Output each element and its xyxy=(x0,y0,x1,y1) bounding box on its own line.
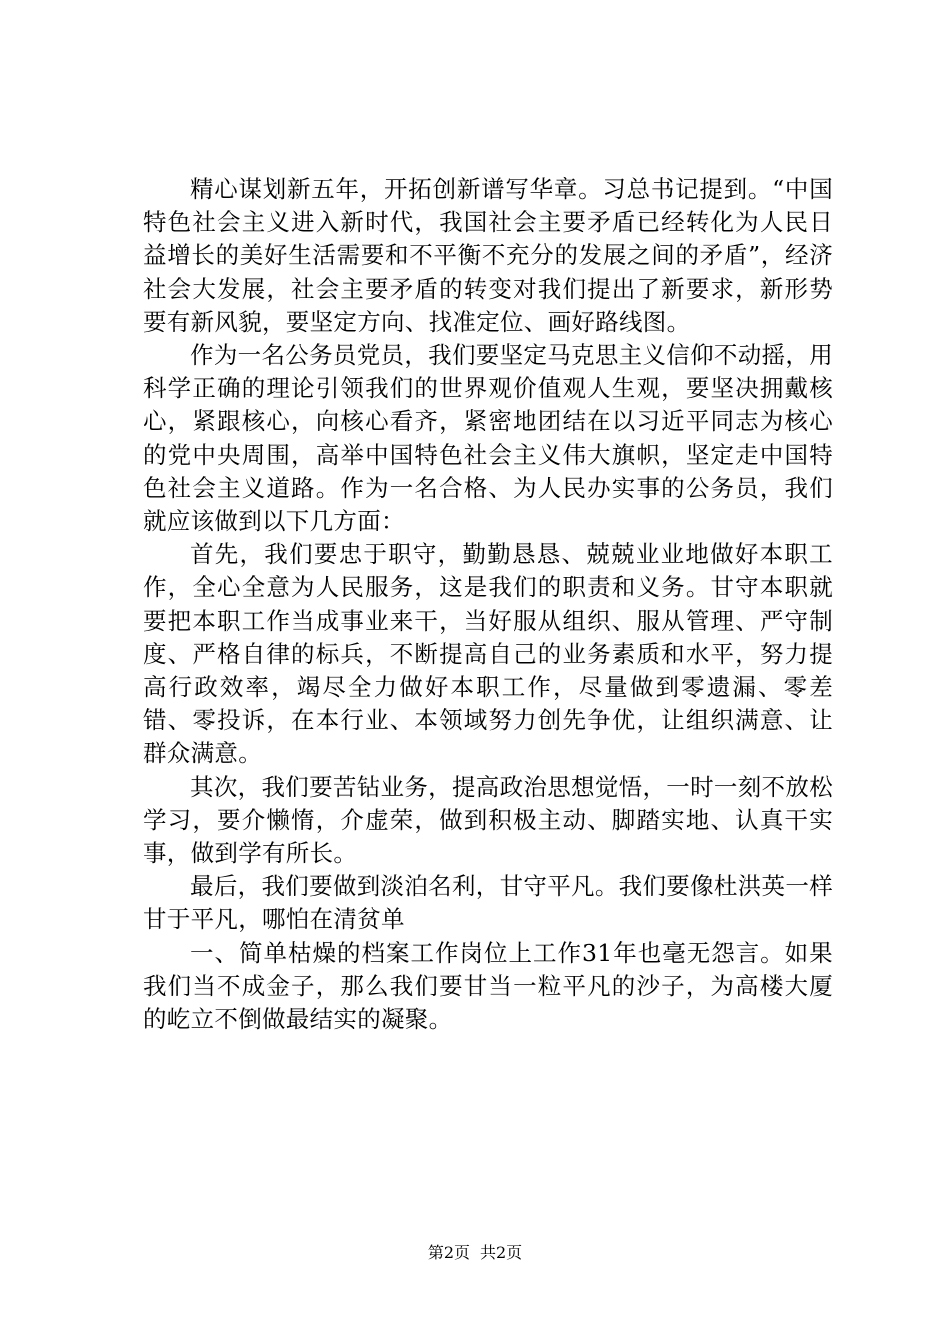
page-footer xyxy=(0,1243,950,1263)
paragraph-5: 最后，我们要做到淡泊名利，甘守平凡。我们要像杜洪英一样甘于平凡，哪怕在清贫单 xyxy=(143,872,833,934)
paragraph-1: 精心谋划新五年，开拓创新谱写华章。习总书记提到。“中国特色社会主义进入新时代，我国社会主要矛盾已经转化为人民日益增长的美好生活需要和不平衡不充分的发展之间的矛盾”，经济社会大发展，社会主要矛盾的转变对我们提出了新要求，新形势要有新风貌，要坚定方向、找准定位、画好路线图。 xyxy=(143,175,833,336)
document-body xyxy=(143,173,833,1036)
paragraph-6: 一、简单枯燥的档案工作岗位上工作31年也毫无怨言。如果我们当不成金子，那么我们要甘当一粒平凡的沙子，为高楼大厦的屹立不倒做最结实的凝聚。 xyxy=(143,938,833,1034)
paragraph-3: 首先，我们要忠于职守，勤勤恳恳、兢兢业业地做好本职工作，全心全意为人民服务，这是我们的职责和义务。甘守本职就要把本职工作当成事业来干，当好服从组织、服从管理、严守制度、严格自律的标兵，不断提高自己的业务素质和水平，努力提高行政效率，竭尽全力做好本职工作，尽量做到零遗漏、零差错、零投诉，在本行业、本领域努力创先争优，让组织满意、让群众满意。 xyxy=(143,540,833,768)
page-number-total: 共2页 xyxy=(480,1243,523,1262)
paragraph-2: 作为一名公务员党员，我们要坚定马克思主义信仰不动摇，用科学正确的理论引领我们的世界观价值观人生观，要坚决拥戴核心，紧跟核心，向核心看齐，紧密地团结在以习近平同志为核心的党中央周围，高举中国特色社会主义伟大旗帜，坚定走中国特色社会主义道路。作为一名合格、为人民办实事的公务员，我们就应该做到以下几方面： xyxy=(143,341,833,536)
paragraph-4: 其次，我们要苦钻业务，提高政治思想觉悟，一时一刻不放松学习，要介懒惰，介虚荣，做到积极主动、脚踏实地、认真干实事，做到学有所长。 xyxy=(143,772,833,868)
page-number-current: 第2页 xyxy=(427,1243,470,1262)
